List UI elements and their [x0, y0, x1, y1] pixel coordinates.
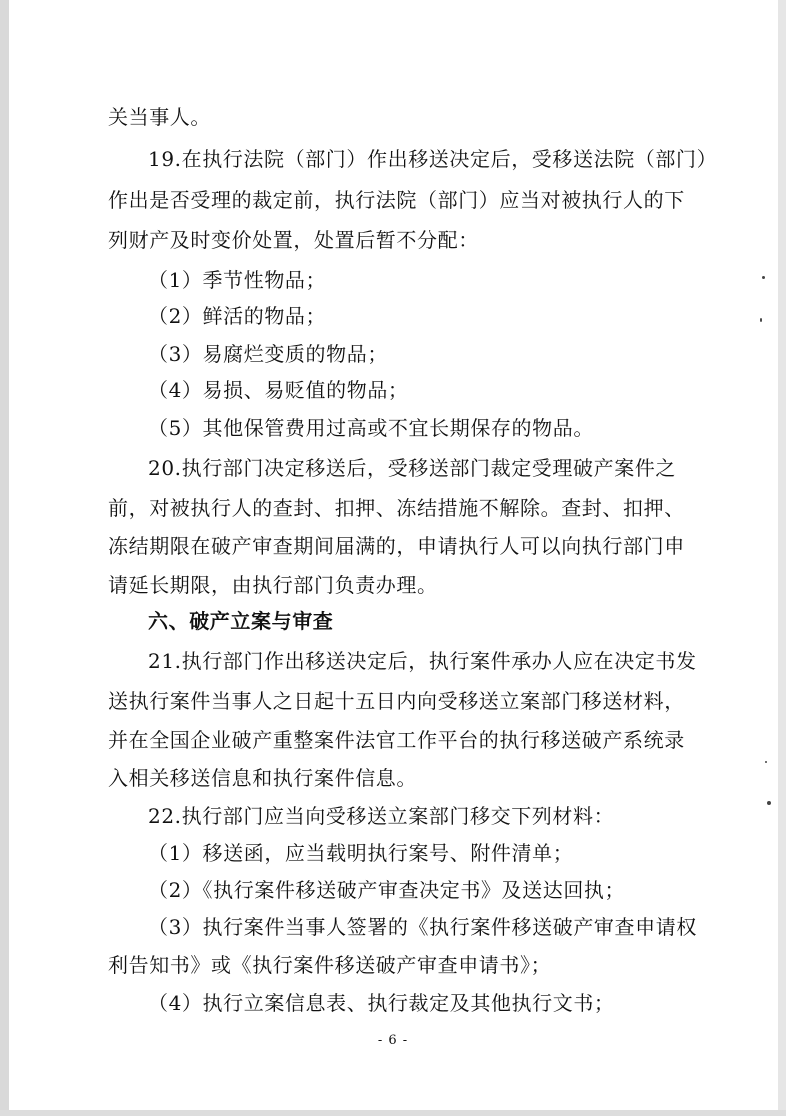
- list-item: （2）《执行案件移送破产审查决定书》及送达回执；: [148, 878, 626, 902]
- paragraph-line: 21.执行部门作出移送决定后，执行案件承办人应在决定书发: [148, 649, 697, 673]
- paragraph-line: 前，对被执行人的查封、扣押、冻结措施不解除。查封、扣押、: [108, 496, 685, 520]
- scan-edge-left: [0, 0, 9, 1116]
- paragraph-line: 送执行案件当事人之日起十五日内向受移送立案部门移送材料，: [108, 689, 685, 713]
- paragraph-line: 列财产及时变价处置，处置后暂不分配：: [108, 228, 479, 252]
- paragraph-line: 关当事人。: [108, 105, 211, 129]
- list-item: （3）易腐烂变质的物品；: [148, 342, 388, 366]
- paragraph-line: 作出是否受理的裁定前，执行法院（部门）应当对被执行人的下: [108, 188, 685, 212]
- scan-edge-right: [778, 0, 786, 1116]
- list-item: （5）其他保管费用过高或不宜长期保存的物品。: [148, 416, 594, 440]
- list-item: （2）鲜活的物品；: [148, 304, 327, 328]
- list-item: （4）易损、易贬值的物品；: [148, 378, 409, 402]
- paragraph-line: 利告知书》或《执行案件移送破产审查申请书》；: [108, 953, 552, 977]
- scan-speck: [765, 761, 767, 763]
- paragraph-line: 22.执行部门应当向受移送立案部门移交下列材料：: [148, 804, 615, 828]
- list-item: （3）执行案件当事人签署的《执行案件移送破产审查申请权: [148, 915, 697, 939]
- scan-speck: [760, 318, 762, 322]
- list-item: （4）执行立案信息表、执行裁定及其他执行文书；: [148, 991, 615, 1015]
- paragraph-line: 并在全国企业破产重整案件法官工作平台的执行移送破产系统录: [108, 728, 685, 752]
- page-number: - 6 -: [377, 1033, 409, 1048]
- scan-speck: [767, 801, 771, 805]
- scan-edge-bottom: [0, 1110, 786, 1116]
- paragraph-line: 入相关移送信息和执行案件信息。: [108, 766, 417, 790]
- paragraph-line: 20.执行部门决定移送后，受移送部门裁定受理破产案件之: [148, 456, 677, 480]
- scan-speck: [762, 276, 765, 279]
- list-item: （1）移送函，应当载明执行案号、附件清单；: [148, 841, 574, 865]
- paragraph-line: 请延长期限，由执行部门负责办理。: [108, 573, 438, 597]
- paragraph-line: 19.在执行法院（部门）作出移送决定后，受移送法院（部门）: [148, 147, 718, 171]
- list-item: （1）季节性物品；: [148, 268, 327, 292]
- paragraph-line: 冻结期限在破产审查期间届满的，申请执行人可以向执行部门申: [108, 534, 685, 558]
- section-heading: 六、破产立案与审查: [148, 609, 334, 633]
